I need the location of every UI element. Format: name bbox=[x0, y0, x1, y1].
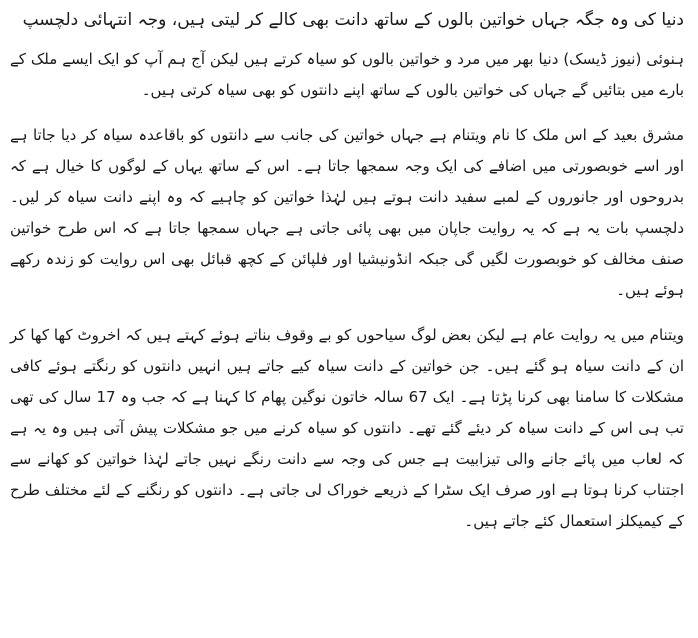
article-paragraph-3: ویتنام میں یہ روایت عام ہے لیکن بعض لوگ سیاحوں کو بے وقوف بناتے ہوئے کہتے ہیں کہ اخروٹ کھا کھا کر ان کے دانت سیاہ ہو گئے ہیں۔ جن خواتین کے دانت سیاہ کیے جاتے ہیں انہیں دانتوں کو رنگتے ہوئے کافی مشکلات کا سامنا بھی کرنا پڑتا ہے۔ ایک 67 سالہ خاتون نوگین پھام کا کہنا ہے کہ جب وہ 17 سال کی تھی تب ہی اس کے دانت سیاہ کر دیئے گئے تھے۔ دانتوں کو سیاہ کرنے میں جو مشکلات پیش آتی ہیں وہ یہ ہے کہ لعاب میں پائے جانے والی تیزابیت ہے جس کی وجہ سے دانت رنگے نہیں جاتے لہٰذا خواتین کو کھانے سے اجتناب کرنا ہوتا ہے اور صرف ایک سٹرا کے ذریعے خوراک لی جاتی ہے۔ دانتوں کو رنگنے کے لئے مختلف طرح کے کیمیکلز استعمال کئے جاتے ہیں۔ bbox=[10, 326, 685, 530]
article-paragraph-2: مشرق بعید کے اس ملک کا نام ویتنام ہے جہاں خواتین کی جانب سے دانتوں کو باقاعدہ سیاہ کر دیا جاتا ہے اور اسے خوبصورتی میں اضافے کی ایک وجہ سمجھا جاتا ہے۔ اس کے ساتھ یہاں کے لوگوں کا خیال ہے کہ بدروحوں اور جانوروں کے لمبے سفید دانت ہوتے ہیں لہٰذا خواتین کو چاہیے کہ وہ اپنے دانت سیاہ کر لیں۔ دلچسپ بات یہ ہے کہ یہ روایت جاپان میں بھی پائی جاتی ہے جہاں سمجھا جاتا ہے کہ اس طرح خواتین صنف مخالف کو خوبصورت لگیں گی جبکہ انڈونیشیا اور فلپائن کے کچھ قبائل بھی اس روایت کو زندہ رکھے ہوئے ہیں۔ bbox=[10, 126, 684, 299]
article-headline: دنیا کی وہ جگہ جہاں خواتین بالوں کے ساتھ دانت بھی کالے کر لیتی ہیں، وجہ انتہائی دلچسپ bbox=[22, 10, 684, 30]
article-paragraph-1: ہنوئی (نیوز ڈیسک) دنیا بھر میں مرد و خواتین بالوں کو سیاہ کرتے ہیں لیکن آج ہم آپ کو ایک ایسے ملک کے بارے میں بتائیں گے جہاں کی خواتین بالوں کے ساتھ اپنے دانتوں کو بھی سیاہ کرتی ہیں۔ bbox=[10, 50, 684, 99]
